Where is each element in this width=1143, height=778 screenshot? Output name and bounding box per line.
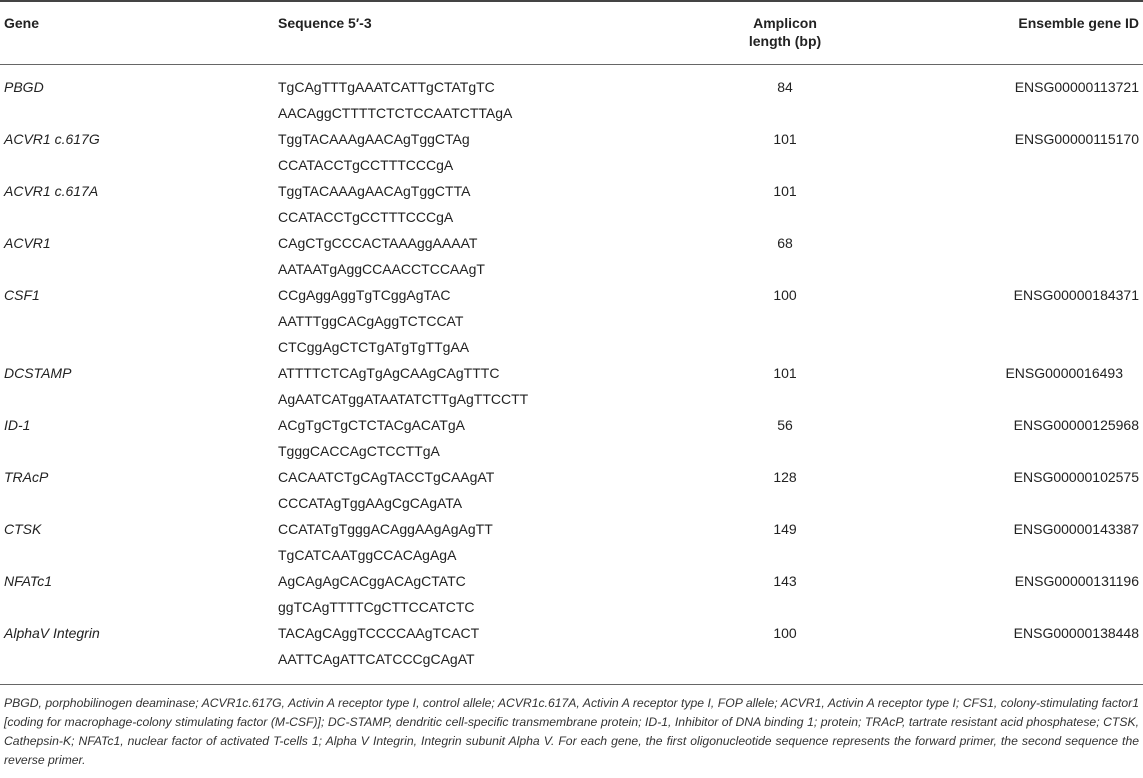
- primer-sequences: [278, 620, 698, 672]
- gene-name: DCSTAMP: [4, 365, 72, 381]
- primer-sequence: TggTACAAAgAACAgTggCTTA: [278, 183, 471, 199]
- amplicon-length: 101: [773, 183, 797, 199]
- table-footnote: PBGD, porphobilinogen deaminase; ACVR1c.617G, Activin A receptor type I, control allele; ACVR1c.617A, Activin A receptor type I, FOP allele; ACVR1, Activin A receptor type I; CFS1, colony-stimulating factor1 [coding for macrophage-colony stimulating factor (M-CSF)]; DC-STAMP, dendritic cell-specific transmembrane protein; ID-1, Inhibitor of DNA binding 1; protein; TRAcP, tartrate resistant acid phosphatese; CTSK, Cathepsin-K; NFATc1, nuclear factor of activated T-cells 1; Alpha V Integrin, Integrin subunit Alpha V. For each gene, the first oligonucleotide sequence represents the forward primer, the second sequence the reverse primer.: [4, 696, 1139, 767]
- primer-sequence: CCATACCTgCCTTTCCCgA: [278, 157, 454, 173]
- ensemble-gene-id: ENSG00000138448: [1013, 625, 1139, 641]
- primer-sequence: CACAATCTgCAgTACCTgCAAgAT: [278, 469, 495, 485]
- primer-sequence: AATTTggCACgAggTCTCCAT: [278, 313, 464, 329]
- primer-sequence: ggTCAgTTTTCgCTTCCATCTC: [278, 599, 475, 615]
- primer-sequences: [278, 516, 698, 568]
- amplicon-length: 100: [773, 287, 797, 303]
- table-row: [0, 74, 1143, 126]
- top-rule: [0, 0, 1143, 2]
- amplicon-length: 101: [773, 365, 797, 381]
- gene-name: ACVR1 c.617G: [4, 131, 100, 147]
- gene-name: CSF1: [4, 287, 40, 303]
- primer-sequence: TgggCACCAgCTCCTTgA: [278, 443, 440, 459]
- table-body: [0, 74, 1143, 672]
- gene-name: ACVR1: [4, 235, 51, 251]
- primer-sequence: CCATACCTgCCTTTCCCgA: [278, 209, 454, 225]
- gene-name: ID-1: [4, 417, 31, 433]
- ensemble-gene-id: ENSG00000113721: [1014, 79, 1139, 95]
- header-amplicon: [740, 14, 830, 50]
- primer-sequence: CCATATgTgggACAggAAgAgAgTT: [278, 521, 493, 537]
- gene-name: PBGD: [4, 79, 44, 95]
- primer-sequence: CAgCTgCCCACTAAAggAAAAT: [278, 235, 478, 251]
- primer-sequence: AATTCAgATTCATCCCgCAgAT: [278, 651, 475, 667]
- amplicon-length: 56: [777, 417, 793, 433]
- gene-name: AlphaV Integrin: [4, 625, 100, 641]
- ensemble-gene-id: ENSG00000184371: [1013, 287, 1139, 303]
- primer-sequence: TgCAgTTTgAAATCATTgCTATgTC: [278, 79, 495, 95]
- primer-sequence: AgCAgAgCACggACAgCTATC: [278, 573, 466, 589]
- table-row: [0, 282, 1143, 360]
- gene-name: CTSK: [4, 521, 42, 537]
- amplicon-length: 100: [773, 625, 797, 641]
- table-row: [0, 412, 1143, 464]
- primer-sequences: [278, 230, 698, 282]
- primer-sequence: TACAgCAggTCCCCAAgTCACT: [278, 625, 480, 641]
- gene-name: ACVR1 c.617A: [4, 183, 99, 199]
- primer-sequence: AACAggCTTTTCTCTCCAATCTTAgA: [278, 105, 513, 121]
- header-amplicon-line2: length (bp): [748, 33, 822, 49]
- gene-name: TRAcP: [4, 469, 49, 485]
- primer-sequences: [278, 126, 698, 178]
- primer-sequence: AgAATCATggATAATATCTTgAgTTCCTT: [278, 391, 529, 407]
- ensemble-gene-id: ENSG00000102575: [1013, 469, 1139, 485]
- table-row: [0, 178, 1143, 230]
- table-row: [0, 126, 1143, 178]
- primer-sequence: CTCggAgCTCTgATgTgTTgAA: [278, 339, 470, 355]
- table-row: [0, 464, 1143, 516]
- primer-sequences: [278, 412, 698, 464]
- primer-sequences: [278, 282, 698, 360]
- primer-sequences: [278, 360, 698, 412]
- primer-sequences: [278, 568, 698, 620]
- ensemble-gene-id: ENSG0000016493: [1005, 365, 1123, 381]
- header-ensemble-id: Ensemble gene ID: [1018, 15, 1139, 31]
- ensemble-gene-id: ENSG00000131196: [1014, 573, 1139, 589]
- header-amplicon-line1: Amplicon: [753, 15, 817, 31]
- amplicon-length: 101: [773, 131, 797, 147]
- header-gene: Gene: [4, 15, 40, 31]
- primer-sequence: ACgTgCTgCTCTACgACATgA: [278, 417, 465, 433]
- table-row: [0, 568, 1143, 620]
- primer-sequences: [278, 178, 698, 230]
- primer-sequences: [278, 464, 698, 516]
- primer-sequence: AATAATgAggCCAACCTCCAAgT: [278, 261, 485, 277]
- header-sequence: Sequence 5′-3: [278, 15, 372, 31]
- primer-sequence: CCgAggAggTgTCggAgTAC: [278, 287, 451, 303]
- table-row: [0, 360, 1143, 412]
- table-row: [0, 620, 1143, 672]
- amplicon-length: 143: [773, 573, 797, 589]
- gene-name: NFATc1: [4, 573, 52, 589]
- primer-sequences: [278, 74, 698, 126]
- table-row: [0, 516, 1143, 568]
- amplicon-length: 68: [777, 235, 793, 251]
- amplicon-length: 149: [773, 521, 797, 537]
- primer-sequence: TggTACAAAgAACAgTggCTAg: [278, 131, 470, 147]
- table-row: [0, 230, 1143, 282]
- amplicon-length: 84: [777, 79, 793, 95]
- header-rule: [0, 64, 1143, 65]
- ensemble-gene-id: ENSG00000125968: [1013, 417, 1139, 433]
- primer-sequence: TgCATCAATggCCACAgAgA: [278, 547, 457, 563]
- amplicon-length: 128: [773, 469, 797, 485]
- ensemble-gene-id: ENSG00000143387: [1013, 521, 1139, 537]
- bottom-rule: [0, 684, 1143, 685]
- primer-sequence: ATTTTCTCAgTgAgCAAgCAgTTTC: [278, 365, 500, 381]
- ensemble-gene-id: ENSG00000115170: [1014, 131, 1139, 147]
- primer-sequence: CCCATAgTggAAgCgCAgATA: [278, 495, 463, 511]
